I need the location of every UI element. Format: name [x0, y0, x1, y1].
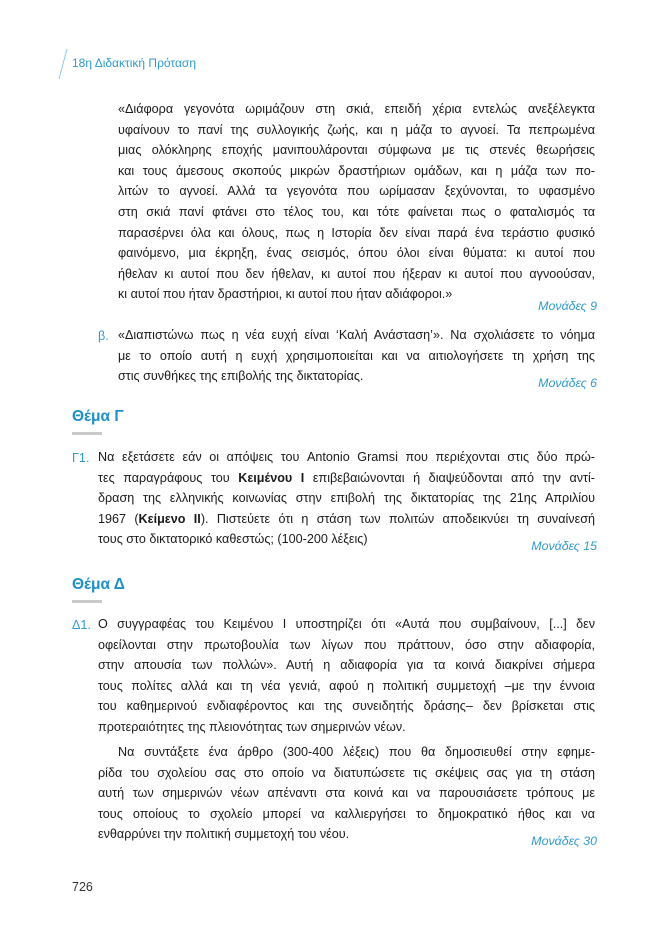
g1-bold-ref: Κειμένου Ι — [238, 470, 305, 485]
quote-line: στη σκιά πανί φτάνει στο τέλος του, και τότε φαίνεται πως ο φαταλισμός τα — [118, 204, 595, 219]
quote-line: παρασέρνει όλα και όλους, πως η Ιστορία δεν είναι παρά ένα τεράστιο φυσικό — [118, 225, 595, 240]
quote-block — [118, 99, 595, 305]
item-b-units: Μονάδες 6 — [538, 376, 597, 390]
header-title: 18η Διδακτική Πρόταση — [72, 56, 196, 70]
g1-line — [98, 468, 595, 489]
quote-line: φαινόμενο, μια έκρηξη, ένας σεισμός, όπου όλοι είναι θύματα: κι αυτοί που — [118, 246, 595, 261]
section-title-g: Θέμα Γ — [72, 408, 124, 425]
d1-line: ρίδα του σχολείου σας στο οποίο να διατυπώσετε τις σκέψεις σας για τη στάση — [98, 765, 595, 780]
quote-line: κι αυτοί που ήταν δραστήριοι, κι αυτοί που ήταν αδιάφοροι.» — [118, 287, 453, 302]
d1-line: ενθαρρύνει την πολιτική συμμετοχή του νέου. — [98, 827, 350, 842]
section-rule — [72, 600, 102, 603]
g1-line: Να εξετάσετε εάν οι απόψεις του Antonio Gramsi που περιέχονται στις δύο πρώ- — [98, 450, 595, 464]
d1-line: στην απουσία των πολλών». Αυτή η αδιαφορία για τα κοινά διακρίνει σήμερα — [98, 658, 595, 673]
d1-line: οφείλονται στην πρωτοβουλία των λίγων που πράττουν, όσο στην αδιαφορία, — [98, 637, 595, 652]
g1-units: Μονάδες 15 — [531, 539, 597, 553]
quote-line: λιτών το αγνοεί. Αλλά τα γεγονότα που ωρίμασαν ξεχύνονται, το υφασμένο — [118, 184, 595, 199]
d1-line: Να συντάξετε ένα άρθρο (300-400 λέξεις) που θα δημοσιευθεί στην εφημε- — [118, 745, 595, 759]
d1-line: τους πολίτες αλλά και τη νέα γενιά, αφού η πολιτική συμμετοχή –με την έννοια — [98, 678, 595, 693]
section-rule — [72, 432, 102, 435]
g1-text — [98, 447, 595, 550]
quote-line: μιας ολόκληρης εποχής μανιπουλάρονται σύμφωνα με τις στενές θεωρήσεις — [118, 143, 595, 158]
g1-line: δραση της ελληνικής κοινωνίας στην επιβολή της δικτατορίας της 21ης Απριλίου — [98, 491, 595, 506]
item-b-line: με το οποίο αυτή η ευχή χρησιμοποιείται και να αιτιολογήσετε τη χρήση της — [118, 348, 595, 363]
d1-line: του καθημερινού ενδιαφέροντος και της συνειδητής δράσης– δεν βρίσκεται στις — [98, 699, 595, 714]
d1-para2 — [98, 742, 595, 845]
quote-line: ήθελαν κι αυτοί που δεν ήθελαν, κι αυτοί που ήξεραν κι αυτοί που αγνοούσαν, — [118, 266, 595, 281]
quote-line: υφαίνουν το πανί της συλλογικής ζωής, και η μάζα το αγνοεί. Τα πεπρωμένα — [118, 122, 595, 137]
d1-label: Δ1. — [72, 618, 91, 632]
g1-line — [98, 509, 595, 530]
quote-line: και τους άμεσους σκοπούς μικρών δραστήριων ομάδων, και η μάζα των πο- — [118, 163, 595, 178]
quote-line: «Διάφορα γεγονότα ωριμάζουν στη σκιά, επειδή χέρια εντελώς ανεξέλεγκτα — [118, 102, 595, 116]
item-b-label: β. — [98, 329, 109, 343]
d1-para1 — [98, 614, 595, 738]
g1-text-run: επιβεβαιώνονται ή διαψεύδονται από την αντί- — [304, 470, 595, 485]
item-b-text — [118, 325, 595, 387]
g1-text-run: τες παραγράφους του — [98, 470, 239, 485]
quote-units: Μονάδες 9 — [538, 299, 597, 313]
header-slash-icon — [56, 48, 70, 80]
page-number: 726 — [72, 880, 93, 894]
g1-label: Γ1. — [72, 451, 90, 465]
d1-line: προτεραιότητες της πλειονότητας των σημερινών νέων. — [98, 719, 406, 734]
g1-line: τους στο δικτατορικό καθεστώς; (100-200 λέξεις) — [98, 532, 368, 547]
d1-line: Ο συγγραφέας του Κειμένου Ι υποστηρίζει ότι «Αυτά που συμβαίνουν, [...] δεν — [98, 617, 595, 631]
g1-bold-ref: Κείμενο ΙΙ — [138, 511, 201, 526]
item-b-line: στις συνθήκες της επιβολής της δικτατορίας. — [118, 369, 364, 384]
d1-units: Μονάδες 30 — [531, 834, 597, 848]
d1-line: τους οποίους το σχολείο μπορεί να καλλιεργήσει το δημοκρατικό ήθος και να — [98, 806, 595, 821]
section-title-d: Θέμα Δ — [72, 576, 125, 593]
g1-text-run: ). Πιστεύετε ότι η στάση των πολιτών αποδεικνύει τη συναίνεσή — [200, 511, 595, 526]
g1-text-run: 1967 ( — [98, 511, 139, 526]
item-b-line: «Διαπιστώνω πως η νέα ευχή είναι ‘Καλή Ανάσταση’». Να σχολιάσετε το νόημα — [118, 328, 595, 342]
d1-line: αυτή των σημερινών νέων απέναντι στα κοινά και να παρουσιάσετε τρόπους με — [98, 786, 595, 801]
